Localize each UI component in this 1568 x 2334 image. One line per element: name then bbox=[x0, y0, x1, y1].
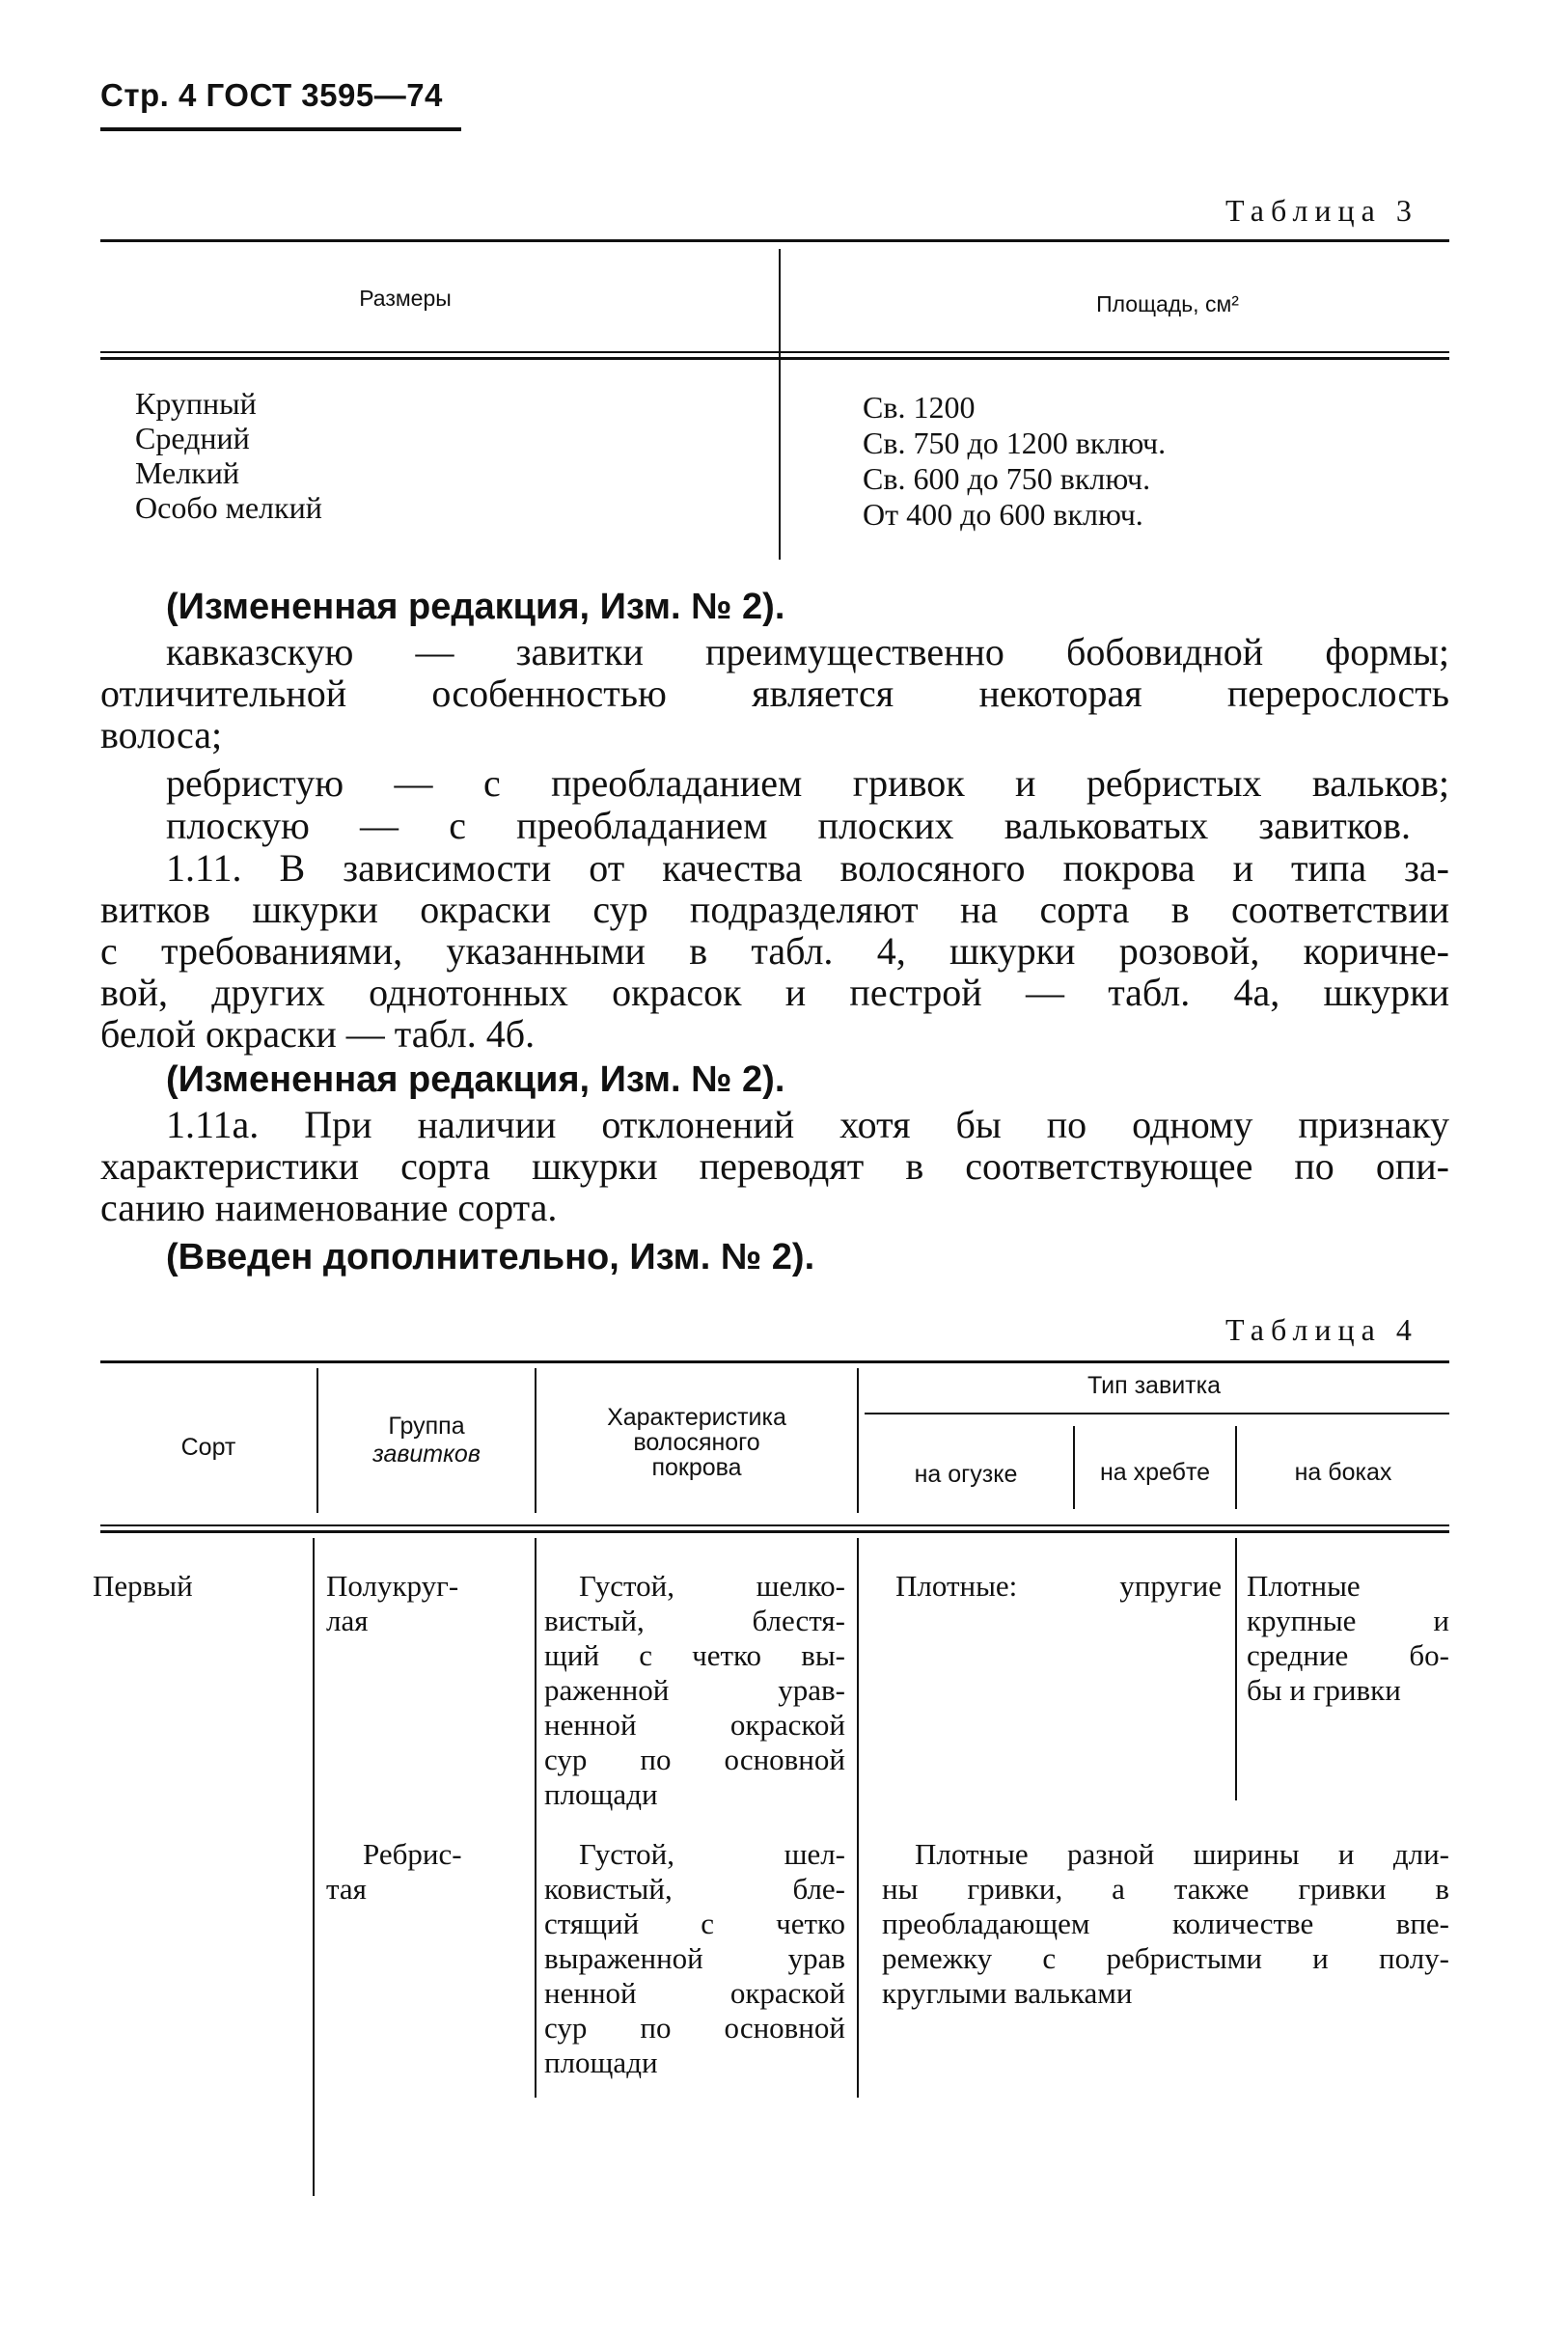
table4-row2-characteristic bbox=[544, 1837, 845, 2080]
page-header: Стр. 4 ГОСТ 3595—74 bbox=[100, 77, 443, 113]
paragraph-kavkaz bbox=[100, 631, 1449, 755]
header-line: Группа bbox=[388, 1413, 465, 1440]
text-line: ребристую — с преобладанием гривок и ребристых вальков; bbox=[166, 761, 1449, 805]
cell-line: щий с четко вы- bbox=[544, 1638, 845, 1672]
cell-line: площади bbox=[544, 2046, 658, 2079]
text-line: 1.11а. При наличии отклонений хотя бы по одному признаку bbox=[166, 1103, 1449, 1146]
table4-row2-group bbox=[326, 1837, 462, 1907]
table4-header-bokakh: на боках bbox=[1294, 1459, 1392, 1486]
text-line: вой, других однотонных окрасок и пестрой — табл. 4а, шкурки bbox=[100, 971, 1449, 1014]
cell-line: круглыми вальками bbox=[882, 1976, 1133, 2010]
cell-line: Густой, шел- bbox=[579, 1837, 845, 1871]
cell-line: ненной окраской bbox=[544, 1708, 845, 1742]
cell-line: крупные и bbox=[1247, 1604, 1449, 1637]
table4-row1-sort: Первый bbox=[93, 1569, 193, 1603]
table3-header-rule bbox=[100, 351, 1449, 353]
text-line: 1.11. В зависимости от качества волосяного покрова и типа за- bbox=[166, 846, 1449, 890]
table4-header-curl-type: Тип завитка bbox=[1087, 1372, 1222, 1399]
cell-line: тая bbox=[326, 1872, 367, 1906]
cell-line: площади bbox=[544, 1777, 658, 1811]
table3-size-list bbox=[135, 386, 322, 525]
table3-header-size: Размеры bbox=[359, 286, 452, 311]
table3-size-cell: Средний bbox=[135, 421, 250, 455]
table4-caption: Таблица 4 bbox=[1225, 1312, 1418, 1347]
paragraph-1-11 bbox=[100, 847, 1449, 1055]
text-line: витков шкурки окраски сур подразделяют на сорта в соответствии bbox=[100, 888, 1449, 931]
text-line: с требованиями, указанными в табл. 4, шкурки розовой, коричне- bbox=[100, 929, 1449, 973]
table4-row1-bokakh bbox=[1247, 1569, 1449, 1708]
cell-line: преобладающем количестве впе- bbox=[882, 1907, 1449, 1940]
table4-header-group bbox=[318, 1413, 535, 1469]
table4-body-divider-1 bbox=[313, 1538, 315, 2196]
paragraph-rebr bbox=[166, 762, 1449, 804]
cell-line: бы и гривки bbox=[1247, 1673, 1401, 1707]
table3-header-area: Площадь, см² bbox=[1096, 291, 1239, 316]
text-line: плоскую — с преобладанием плоских вальковатых завитков. bbox=[166, 804, 1411, 847]
table3-col-divider bbox=[779, 249, 781, 560]
cell-line: Полукруг- bbox=[326, 1569, 459, 1603]
table4-body-divider-3 bbox=[857, 1538, 859, 2098]
cell-line: Ребрис- bbox=[363, 1837, 462, 1871]
table4-header-ogузke: на огузке bbox=[914, 1461, 1018, 1488]
paragraph-plosk bbox=[166, 805, 1411, 846]
table4-header-rule bbox=[100, 1524, 1449, 1526]
table3-area-cell: Св. 1200 bbox=[863, 390, 976, 425]
table4-header-khrebte: на хребте bbox=[1099, 1459, 1211, 1486]
table3-header-rule-2 bbox=[100, 357, 1449, 360]
table3-size-cell: Мелкий bbox=[135, 455, 239, 490]
cell-line: Плотные: упругие bbox=[895, 1569, 1222, 1603]
table4-top-rule bbox=[100, 1360, 1449, 1363]
table3-area-list bbox=[863, 390, 1166, 533]
header-rule bbox=[100, 127, 461, 131]
cell-line: стящий с четко bbox=[544, 1907, 845, 1940]
table4-row2-merged bbox=[882, 1837, 1449, 2011]
cell-line: ненной окраской bbox=[544, 1976, 845, 2010]
table4-header-sort: Сорт bbox=[180, 1434, 236, 1461]
table3-caption: Таблица 3 bbox=[1225, 193, 1418, 228]
table4-header-rule-2 bbox=[100, 1530, 1449, 1533]
table3-area-cell: От 400 до 600 включ. bbox=[863, 497, 1143, 532]
text-line: санию наименование сорта. bbox=[100, 1186, 558, 1229]
cell-line: вистый, блестя- bbox=[544, 1604, 845, 1637]
cell-line: лая bbox=[326, 1604, 369, 1637]
table4-subheader-rule bbox=[865, 1413, 1449, 1414]
cell-line: Плотные разной ширины и дли- bbox=[915, 1837, 1449, 1871]
cell-line: сур по основной bbox=[544, 2011, 845, 2045]
cell-line: Плотные bbox=[1247, 1569, 1361, 1603]
cell-line: ны гривки, а также гривки в bbox=[882, 1872, 1449, 1906]
amendment-note: (Введен дополнительно, Изм. № 2). bbox=[166, 1237, 815, 1277]
text-line: белой окраски — табл. 4б. bbox=[100, 1012, 536, 1056]
table4-body-divider-2 bbox=[535, 1538, 536, 2098]
text-line: отличительной особенностью является некоторая перерослость bbox=[100, 672, 1449, 715]
text-line: характеристики сорта шкурки переводят в соответствующее по опи- bbox=[100, 1144, 1449, 1188]
cell-line: средние бо- bbox=[1247, 1638, 1449, 1672]
table4-row1-characteristic bbox=[544, 1569, 845, 1812]
table3-area-cell: Св. 750 до 1200 включ. bbox=[863, 426, 1167, 460]
amendment-note: (Измененная редакция, Изм. № 2). bbox=[166, 1059, 785, 1100]
cell-line: Густой, шелко- bbox=[579, 1569, 845, 1603]
text-line: волоса; bbox=[100, 713, 223, 756]
header-line: Характеристика bbox=[607, 1404, 786, 1431]
cell-line: раженной урав- bbox=[544, 1673, 845, 1707]
text-line: кавказскую — завитки преимущественно бобовидной формы; bbox=[166, 630, 1449, 673]
table3-area-cell: Св. 600 до 750 включ. bbox=[863, 461, 1151, 496]
cell-line: ремежку с ребристыми и полу- bbox=[882, 1941, 1449, 1975]
cell-line: ковистый, бле- bbox=[544, 1872, 845, 1906]
table4-body-divider-4 bbox=[1235, 1538, 1237, 1800]
header-line: покрова bbox=[651, 1454, 742, 1481]
header-line: завитков bbox=[372, 1441, 481, 1468]
table3-size-cell: Особо мелкий bbox=[135, 490, 322, 525]
table4-header-characteristic bbox=[536, 1405, 857, 1480]
paragraph-1-11a bbox=[100, 1104, 1449, 1228]
cell-line: сур по основной bbox=[544, 1743, 845, 1776]
table3-size-cell: Крупный bbox=[135, 386, 257, 421]
table4-row1-ogузке-khrebte bbox=[865, 1569, 1222, 1604]
table3-top-rule bbox=[100, 239, 1449, 242]
header-line: волосяного bbox=[633, 1429, 760, 1456]
table4-row1-group bbox=[326, 1569, 458, 1638]
cell-line: выраженной урав bbox=[544, 1941, 845, 1975]
amendment-note: (Измененная редакция, Изм. № 2). bbox=[166, 587, 785, 627]
